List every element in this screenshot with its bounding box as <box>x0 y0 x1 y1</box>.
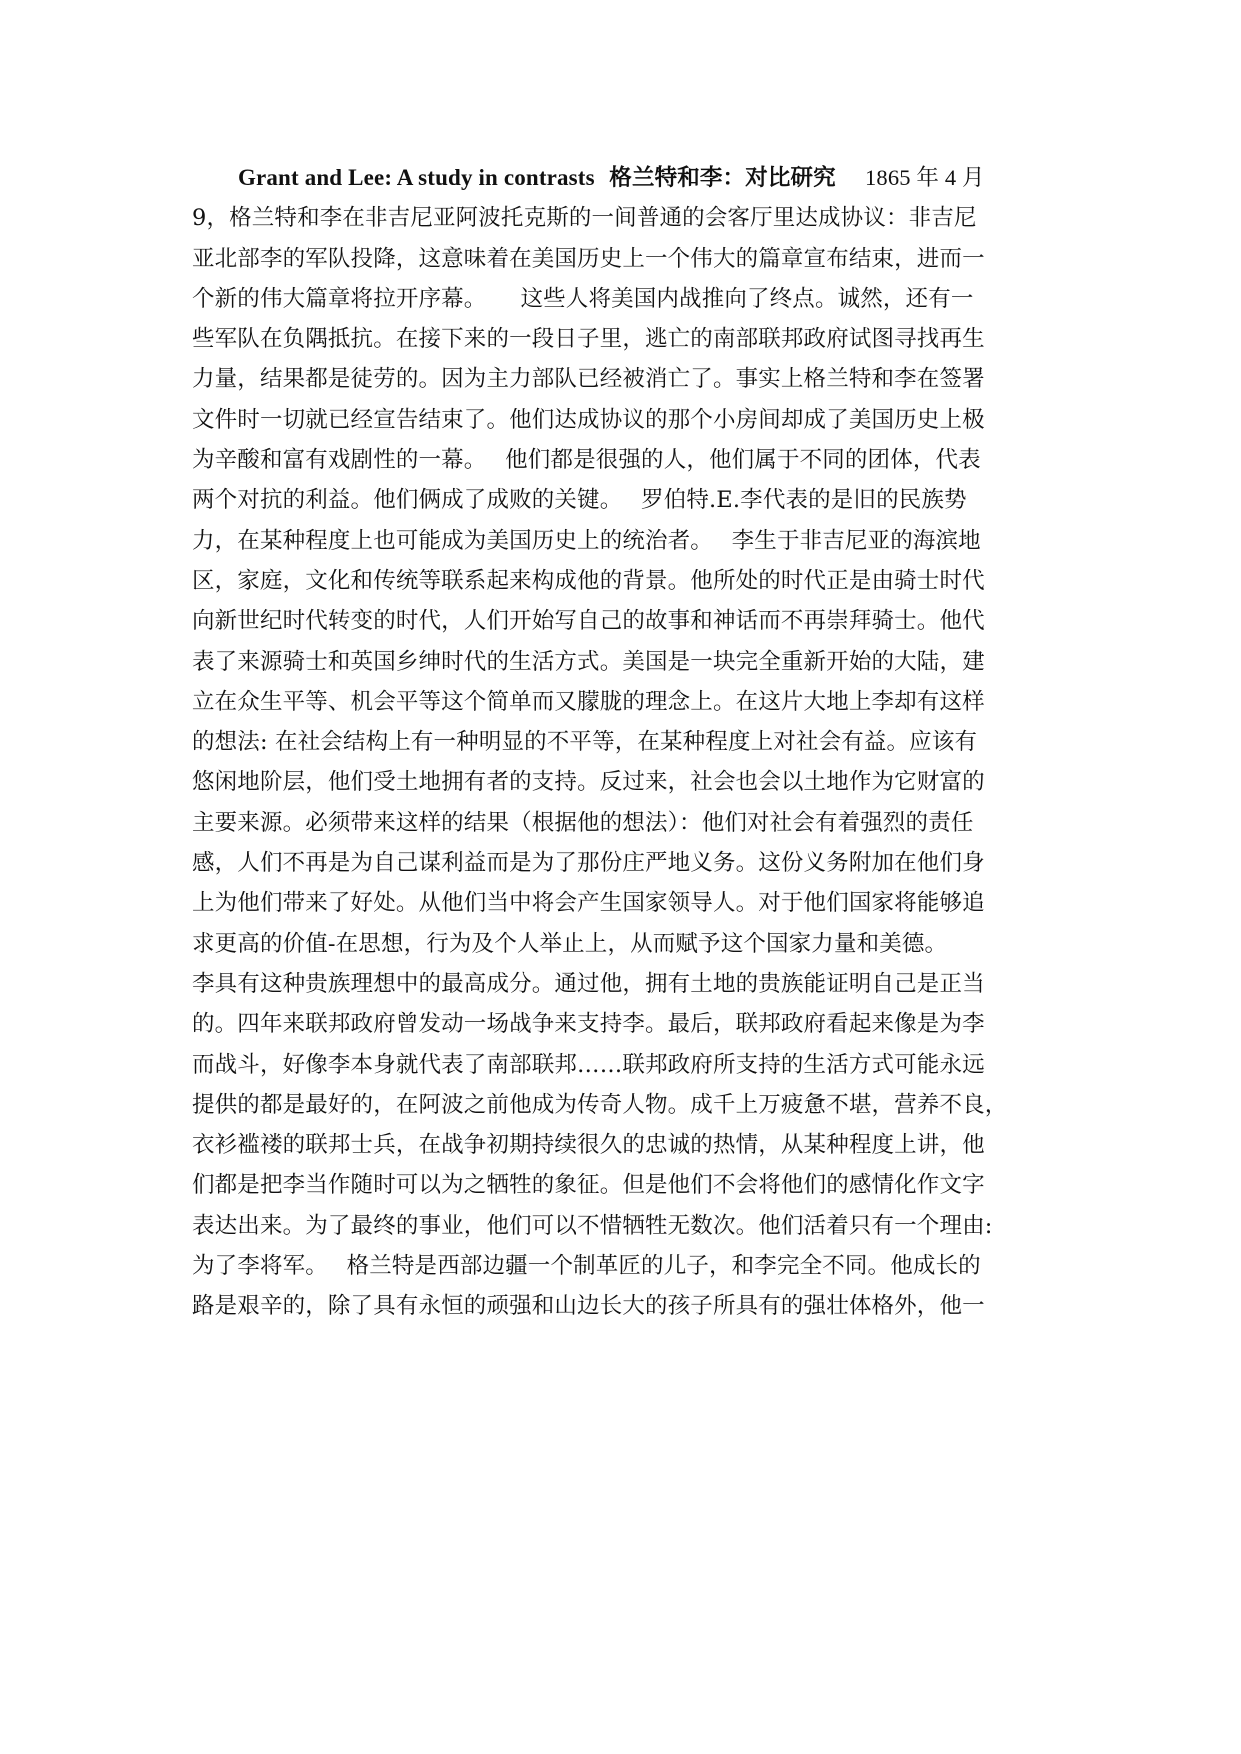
body-line: 立在众生平等、机会平等这个简单而又朦胧的理念上。在这片大地上李却有这样 <box>192 688 985 715</box>
body-line: 的想法: 在社会结构上有一种明显的不平等，在某种程度上对社会有益。应该有 <box>192 729 978 756</box>
body-line: 些军队在负隅抵抗。在接下来的一段日子里，逃亡的南部联邦政府试图寻找再生 <box>192 326 985 353</box>
body-line: 力，在某种程度上也可能成为美国历史上的统治者。 李生于非吉尼亚的海滨地 <box>192 527 981 554</box>
body-line: 衣衫褴褛的联邦士兵，在战争初期持续很久的忠诚的热情，从某种程度上讲，他 <box>192 1132 985 1159</box>
heading-line <box>192 158 1062 198</box>
title-zh: 格兰特和李：对比研究 <box>609 165 836 191</box>
body-line: 亚北部李的军队投降，这意味着在美国历史上一个伟大的篇章宣布结束，进而一 <box>192 245 985 272</box>
body-line: 的。四年来联邦政府曾发动一场战争来支持李。最后，联邦政府看起来像是为李 <box>192 1011 985 1038</box>
body-line: 路是艰辛的，除了具有永恒的顽强和山边长大的孩子所具有的强壮体格外，他一 <box>192 1293 985 1320</box>
body-line: 悠闲地阶层，他们受土地拥有者的支持。反过来，社会也会以土地作为它财富的 <box>192 769 985 796</box>
date-text: 1865 年 4 月 <box>865 165 985 190</box>
body-line: 李具有这种贵族理想中的最高成分。通过他，拥有土地的贵族能证明自己是正当 <box>192 970 985 997</box>
body-line: 求更高的价值-在思想，行为及个人举止上，从而赋予这个国家力量和美德。 <box>192 930 948 957</box>
title-en: Grant and Lee: A study in contrasts <box>238 165 595 190</box>
body-line: 为辛酸和富有戏剧性的一幕。 他们都是很强的人，他们属于不同的团体，代表 <box>192 447 981 474</box>
body-line: 文件时一切就已经宣告结束了。他们达成协议的那个小房间却成了美国历史上极 <box>192 406 985 433</box>
document-body <box>192 158 1062 1327</box>
body-line: 两个对抗的利益。他们俩成了成败的关键。 罗伯特.E.李代表的是旧的民族势 <box>192 487 967 514</box>
body-line: 向新世纪时代转变的时代，人们开始写自己的故事和神话而不再崇拜骑士。他代 <box>192 608 985 635</box>
body-line: 个新的伟大篇章将拉开序幕。 这些人将美国内战推向了终点。诚然，还有一 <box>192 285 974 312</box>
body-line: 9，格兰特和李在非吉尼亚阿波托克斯的一间普通的会客厅里达成协议：非吉尼 <box>192 205 977 232</box>
body-line: 区，家庭，文化和传统等联系起来构成他的背景。他所处的时代正是由骑士时代 <box>192 567 985 594</box>
body-line: 提供的都是最好的，在阿波之前他成为传奇人物。成千上万疲惫不堪，营养不良， <box>192 1091 1008 1118</box>
body-line: 们都是把李当作随时可以为之牺牲的象征。但是他们不会将他们的感情化作文字 <box>192 1172 985 1199</box>
body-line: 主要来源。必须带来这样的结果（根据他的想法）：他们对社会有着强烈的责任 <box>192 809 974 836</box>
body-line: 而战斗，好像李本身就代表了南部联邦……联邦政府所支持的生活方式可能永远 <box>192 1051 985 1078</box>
body-line: 感，人们不再是为自己谋利益而是为了那份庄严地义务。这份义务附加在他们身 <box>192 850 985 877</box>
body-line: 力量，结果都是徒劳的。因为主力部队已经被消亡了。事实上格兰特和李在签署 <box>192 366 985 393</box>
body-line: 表了来源骑士和英国乡绅时代的生活方式。美国是一块完全重新开始的大陆，建 <box>192 648 985 675</box>
body-line: 上为他们带来了好处。从他们当中将会产生国家领导人。对于他们国家将能够追 <box>192 890 985 917</box>
body-line: 为了李将军。 格兰特是西部边疆一个制革匠的儿子，和李完全不同。他成长的 <box>192 1253 981 1280</box>
body-line: 表达出来。为了最终的事业，他们可以不惜牺牲无数次。他们活着只有一个理由: <box>192 1212 993 1239</box>
